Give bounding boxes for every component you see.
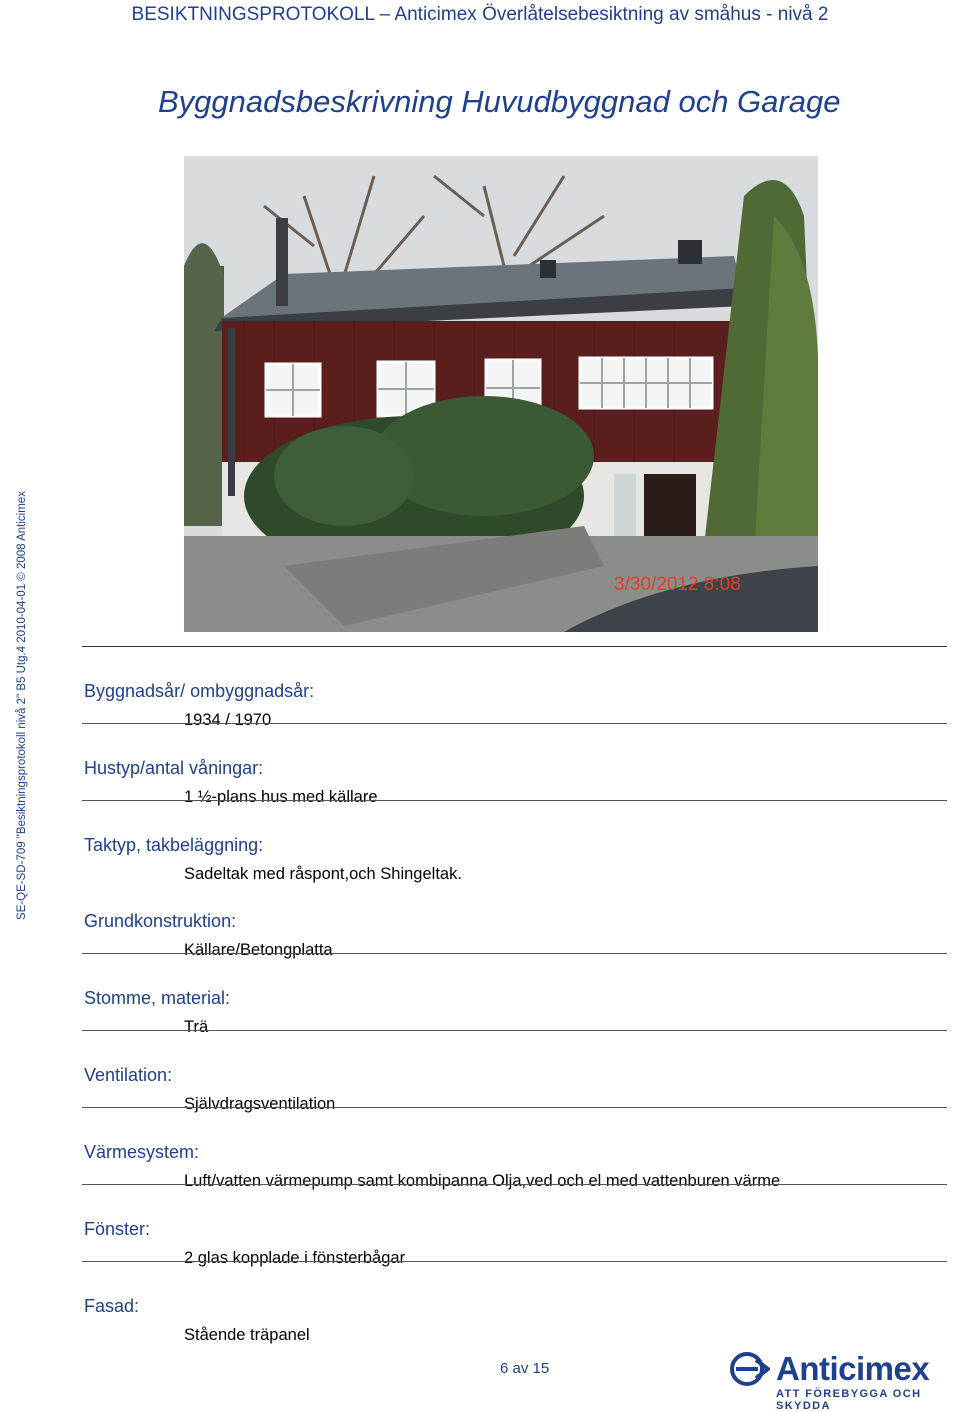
field-value: 1 ½-plans hus med källare: [184, 788, 378, 806]
photo-timestamp: 3/30/2012 8:08: [614, 574, 741, 595]
field-value: Trä: [184, 1018, 209, 1036]
field-row: [82, 1107, 947, 1190]
field-row: [82, 953, 947, 1036]
field-label: Ventilation:: [84, 1065, 173, 1085]
field-label: Byggnadsår/ ombyggnadsår:: [84, 681, 315, 701]
page-title: Byggnadsbeskrivning Huvudbyggnad och Garage: [158, 84, 841, 119]
field-label: Fasad:: [84, 1296, 140, 1316]
page-number: 6 av 15: [500, 1360, 550, 1377]
field-value: Självdragsventilation: [184, 1095, 336, 1113]
building-description-table: [82, 646, 947, 1344]
field-value: 1934 / 1970: [184, 711, 272, 729]
field-row: [82, 800, 947, 883]
field-row: [82, 646, 947, 729]
field-row: [82, 1261, 947, 1344]
field-row: [82, 723, 947, 806]
field-value: Källare/Betongplatta: [184, 941, 333, 959]
running-header: BESIKTNINGSPROTOKOLL – Anticimex Överlåtelsebesiktning av småhus - nivå 2: [131, 4, 829, 25]
house-photo: [184, 156, 818, 632]
field-value: 2 glas kopplade i fönsterbågar: [184, 1249, 406, 1267]
field-value: Stående träpanel: [184, 1326, 310, 1344]
logo-tagline: ATT FÖREBYGGA OCH SKYDDA: [776, 1388, 922, 1412]
anticimex-mark-icon: [730, 1352, 770, 1386]
anticimex-logo: [730, 1350, 950, 1412]
document-id-sidebar: SE-QE-SD-709 "Besiktningsprotokoll nivå 2" B5 Utg.4 2010-04-01 © 2008 Anticimex: [16, 491, 28, 920]
field-value: Luft/vatten värmepump samt kombipanna Olja,ved och el med vattenburen värme: [184, 1172, 781, 1190]
house-illustration: [184, 156, 818, 632]
field-value: Sadeltak med råspont,och Shingeltak.: [184, 865, 462, 883]
field-label: Hustyp/antal våningar:: [84, 758, 264, 778]
field-row: [82, 877, 947, 959]
field-label: Taktyp, takbeläggning:: [84, 835, 264, 855]
field-label: Värmesystem:: [84, 1142, 200, 1162]
field-row: [82, 1184, 947, 1267]
field-label: Fönster:: [84, 1219, 151, 1239]
field-label: Stomme, material:: [84, 988, 231, 1008]
field-label: Grundkonstruktion:: [84, 911, 237, 931]
logo-wordmark: Anticimex: [776, 1350, 930, 1387]
field-row: [82, 1030, 947, 1113]
